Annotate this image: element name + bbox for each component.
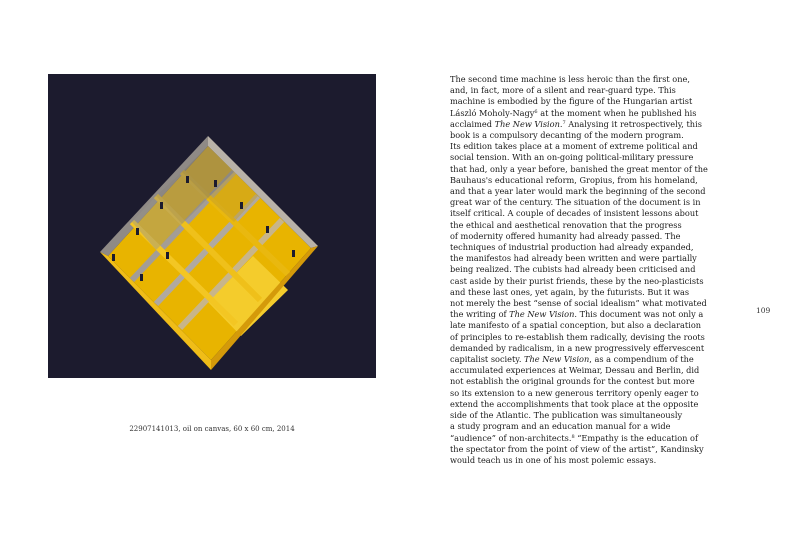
text-line: a study program and an education manual for a wide (450, 421, 671, 432)
text-line: of modernity offered humanity had already passed. The (450, 230, 681, 241)
text-line: cast aside by their purist friends, these by the neo-plasticists (450, 275, 704, 286)
text-line: late manifesto of a spatial conception, but also a declaration (450, 320, 702, 331)
text-line: not establish the original grounds for the contest but more (450, 376, 695, 387)
text-line: acclaimed The New Vision.$^7$ Analysing it retrospectively, this (450, 118, 702, 129)
text-line: of principles to re-establish them radically, devising the roots (450, 331, 705, 342)
text-line: capitalist society. The New Vision, as a compendium of the (450, 354, 694, 365)
text-line: so its extension to a new generous territory openly eager to (450, 387, 699, 398)
text-line: “audience” of non-architects.$^8$ “Empathy is the education of (450, 432, 699, 443)
text-line: machine is embodied by the figure of the Hungarian artist (450, 96, 693, 107)
artwork-painting (48, 74, 376, 378)
page-number: 109 (756, 306, 771, 315)
text-line: and, in fact, more of a silent and rear-guard type. This (450, 85, 676, 96)
text-line: demanded by radicalism, in a new progressively effervescent (450, 342, 705, 353)
text-line: and that a year later would mark the beginning of the second (450, 186, 706, 197)
text-line: side of the Atlantic. The publication was simultaneously (450, 410, 683, 421)
footnote-ref: 6 (534, 108, 538, 115)
footnote-ref: 8 (571, 433, 575, 440)
text-line: the writing of The New Vision. This document was not only a (450, 309, 704, 320)
book-title: The New Vision (524, 354, 590, 365)
book-title: The New Vision (494, 118, 560, 129)
text-line: extend the accomplishments that took place at the opposite (450, 398, 699, 409)
artwork-caption: 22907141013, oil on canvas, 60 x 60 cm, 2014 (129, 425, 295, 433)
book-title: The New Vision (509, 309, 575, 320)
footnote-ref: 7 (562, 119, 566, 126)
text-line: the spectator from the point of view of the artist”, Kandinsky (450, 443, 704, 454)
text-line: not merely the best “sense of social idealism” what motivated (450, 298, 707, 309)
text-line: the manifestos had already been written and were partially (450, 253, 697, 264)
text-line: social tension. With an on-going political-military pressure (450, 152, 694, 163)
text-line: techniques of industrial production had already expanded, (450, 242, 694, 253)
text-line: book is a compulsory decanting of the modern program. (450, 130, 684, 141)
text-line: and these last ones, yet again, by the futurists. But it was (450, 286, 690, 297)
text-line: László Moholy-Nagy$^6$ at the moment when he published his (450, 107, 697, 118)
text-line: The second time machine is less heroic than the first one, (450, 74, 690, 84)
text-line: the ethical and aesthetical renovation that the progress (450, 219, 682, 230)
text-line: that had, only a year before, banished the great mentor of the (450, 163, 708, 174)
text-line: being realized. The cubists had already been criticised and (450, 264, 696, 275)
text-line: great war of the century. The situation of the document is in (450, 197, 701, 208)
text-line: itself critical. A couple of decades of insistent lessons about (450, 208, 699, 219)
text-line: Its edition takes place at a moment of extreme political and (450, 141, 698, 152)
text-line: Bauhaus's educational reform, Gropius, from his homeland, (450, 174, 698, 185)
body-text (450, 74, 746, 466)
text-line: accumulated experiences at Weimar, Dessau and Berlin, did (450, 365, 700, 376)
text-line: would teach us in one of his most polemic essays. (450, 454, 657, 465)
